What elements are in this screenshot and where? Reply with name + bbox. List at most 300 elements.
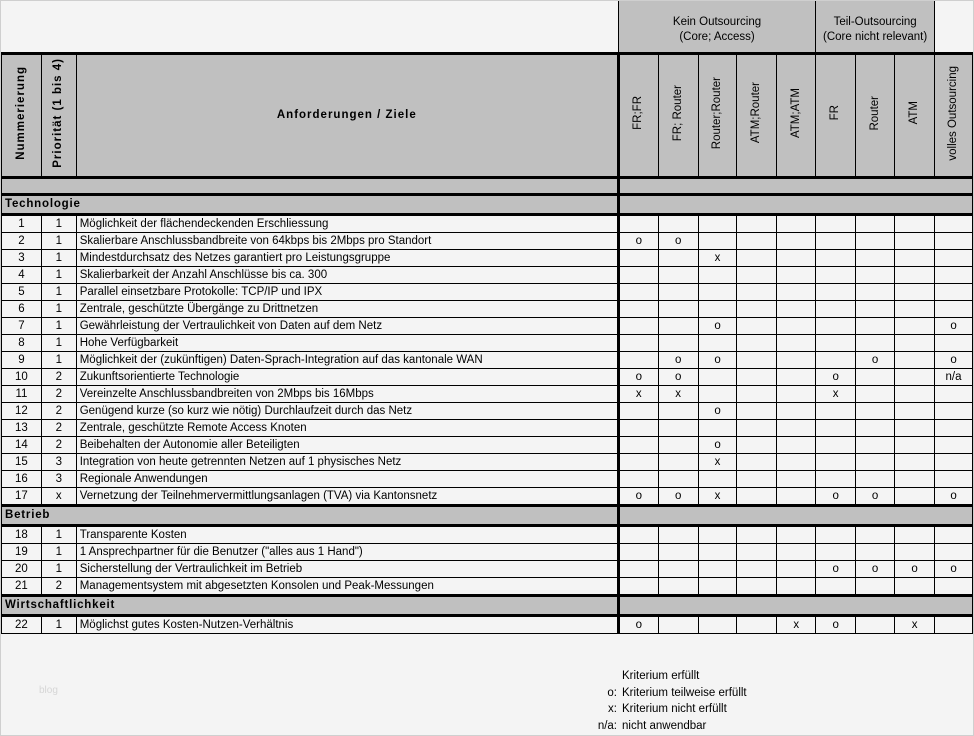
rating-cell: o [618,616,658,634]
rating-cell: o [658,352,698,369]
header-col [816,54,856,178]
table-row [2,437,973,454]
rating-cell [895,250,935,267]
rating-cell [658,250,698,267]
rating-cell: o [658,488,698,506]
rating-cell [658,471,698,488]
rating-cell [777,488,816,506]
rating-cell: o [816,616,856,634]
row-priority: 1 [41,561,76,578]
row-priority: 1 [41,250,76,267]
legend-key: x: [608,703,617,715]
table-row [2,403,973,420]
rating-cell [618,544,658,561]
header-label: Router [868,95,881,131]
rating-cell [816,544,856,561]
row-number: 16 [2,471,42,488]
rating-cell [737,616,777,634]
rating-cell [895,403,935,420]
row-number: 19 [2,544,42,561]
header-label: ATM;ATM [789,87,802,139]
rating-cell [816,335,856,352]
rating-cell [935,250,973,267]
rating-cell [935,454,973,471]
rating-cell [777,335,816,352]
row-priority: 2 [41,420,76,437]
blank-top [2,1,619,54]
rating-cell [658,420,698,437]
table-row [2,369,973,386]
rating-cell [618,352,658,369]
rating-cell [935,544,973,561]
rating-cell [737,386,777,403]
rating-cell [777,215,816,233]
rating-cell [737,488,777,506]
rating-cell [935,526,973,544]
row-requirement: Zukunftsorientierte Technologie [76,369,618,386]
rating-cell: o [935,561,973,578]
row-priority: 1 [41,284,76,301]
table-row [2,233,973,250]
table-row [2,301,973,318]
rating-cell [618,250,658,267]
rating-cell [895,369,935,386]
header-label: Nummerierung [14,66,27,160]
rating-cell: x [816,386,856,403]
rating-cell [856,301,895,318]
row-number: 2 [2,233,42,250]
rating-cell [777,250,816,267]
header-label: ATM [908,101,921,125]
rating-cell: x [777,616,816,634]
rating-cell [935,403,973,420]
rating-cell: x [698,250,737,267]
rating-cell [618,301,658,318]
rating-cell: x [618,386,658,403]
section-filler [618,596,972,616]
rating-cell [777,301,816,318]
table-row [2,544,973,561]
rating-cell [816,233,856,250]
legend-item [561,685,747,702]
rating-cell [618,437,658,454]
rating-cell [658,544,698,561]
rating-cell [856,318,895,335]
rating-cell: o [618,488,658,506]
rating-cell: n/a [935,369,973,386]
rating-cell [935,267,973,284]
row-requirement: Gewährleistung der Vertraulichkeit von Daten auf dem Netz [76,318,618,335]
table-row [2,578,973,596]
header-label: ATM;Router [750,82,763,144]
rating-cell [658,215,698,233]
row-requirement: Genügend kurze (so kurz wie nötig) Durchlaufzeit durch das Netz [76,403,618,420]
legend [561,668,747,734]
section-header [2,195,973,215]
rating-cell: o [698,318,737,335]
rating-cell [777,369,816,386]
rating-cell [698,267,737,284]
rating-cell [777,233,816,250]
rating-cell [856,526,895,544]
row-requirement: Möglichkeit der (zukünftigen) Daten-Sprach-Integration auf das kantonale WAN [76,352,618,369]
row-requirement: Skalierbarkeit der Anzahl Anschlüsse bis ca. 300 [76,267,618,284]
header-col [856,54,895,178]
rating-cell [618,471,658,488]
row-number: 6 [2,301,42,318]
rating-cell [737,471,777,488]
row-priority: 2 [41,386,76,403]
rating-cell [856,267,895,284]
row-number: 10 [2,369,42,386]
section-title: Betrieb [2,506,619,526]
rating-cell [895,488,935,506]
rating-cell [698,335,737,352]
rating-cell [777,386,816,403]
rating-cell [816,403,856,420]
rating-cell [698,420,737,437]
rating-cell [618,403,658,420]
rating-cell [737,403,777,420]
rating-cell: x [658,386,698,403]
rating-cell [737,420,777,437]
row-number: 8 [2,335,42,352]
rating-cell [698,386,737,403]
rating-cell [658,437,698,454]
group-subtitle: (Core nicht relevant) [823,31,928,43]
row-requirement: Vereinzelte Anschlussbandbreiten von 2Mbps bis 16Mbps [76,386,618,403]
row-priority: 2 [41,437,76,454]
rating-cell [816,284,856,301]
rating-cell [895,526,935,544]
rating-cell [658,616,698,634]
row-priority: 1 [41,267,76,284]
rating-cell [698,561,737,578]
rating-cell [856,335,895,352]
rating-cell: o [816,369,856,386]
rating-cell [895,233,935,250]
section-title: Technologie [2,195,619,215]
legend-key: o: [607,686,617,699]
row-priority: 1 [41,215,76,233]
table-row [2,352,973,369]
legend-key [561,668,622,685]
rating-cell: o [618,369,658,386]
row-requirement: Zentrale, geschützte Remote Access Knoten [76,420,618,437]
rating-cell [856,250,895,267]
group-subtitle: (Core; Access) [679,31,755,43]
row-number: 5 [2,284,42,301]
row-requirement: Zentrale, geschützte Übergänge zu Drittnetzen [76,301,618,318]
rating-cell [618,284,658,301]
row-priority: x [41,488,76,506]
rating-cell [895,352,935,369]
rating-cell [618,267,658,284]
rating-cell [777,578,816,596]
rating-cell: o [698,403,737,420]
rating-cell [737,369,777,386]
group-title: Teil-Outsourcing [833,16,917,28]
rating-cell [816,578,856,596]
rating-cell [856,616,895,634]
rating-cell [816,250,856,267]
row-number: 7 [2,318,42,335]
rating-cell [856,544,895,561]
rating-cell [816,267,856,284]
rating-cell [856,578,895,596]
table-row [2,250,973,267]
header-label: FR; Router [671,84,684,142]
rating-cell [618,318,658,335]
group-title: Kein Outsourcing [672,16,762,28]
table-row [2,454,973,471]
row-requirement: 1 Ansprechpartner für die Benutzer ("alles aus 1 Hand") [76,544,618,561]
rating-cell [658,526,698,544]
rating-cell: o [618,233,658,250]
rating-cell [895,318,935,335]
rating-cell [895,578,935,596]
row-number: 12 [2,403,42,420]
row-priority: 1 [41,318,76,335]
rating-cell [737,352,777,369]
table-row [2,616,973,634]
requirements-table [1,1,973,634]
rating-cell [777,267,816,284]
rating-cell [935,215,973,233]
row-requirement: Mindestdurchsatz des Netzes garantiert pro Leistungsgruppe [76,250,618,267]
row-priority: 1 [41,526,76,544]
rating-cell [777,454,816,471]
rating-cell [856,215,895,233]
rating-cell [895,420,935,437]
rating-cell [698,526,737,544]
table-row [2,420,973,437]
rating-cell [737,561,777,578]
table-row [2,488,973,506]
rating-cell: o [816,488,856,506]
rating-cell: o [856,561,895,578]
header-anforderungen [76,54,618,178]
row-number: 21 [2,578,42,596]
rating-cell [737,215,777,233]
legend-item [561,668,747,685]
rating-cell: x [895,616,935,634]
rating-cell [737,544,777,561]
rating-cell [935,335,973,352]
row-number: 15 [2,454,42,471]
header-col [658,54,698,178]
rating-cell [816,454,856,471]
rating-cell [618,561,658,578]
rating-cell [737,233,777,250]
rating-cell [737,526,777,544]
rating-cell [698,578,737,596]
rating-cell [816,420,856,437]
row-requirement: Vernetzung der Teilnehmervermittlungsanlagen (TVA) via Kantonsnetz [76,488,618,506]
header-label: volles Outsourcing [947,65,960,161]
rating-cell [895,386,935,403]
rating-cell: x [698,454,737,471]
row-number: 13 [2,420,42,437]
row-number: 9 [2,352,42,369]
rating-cell: o [816,561,856,578]
rating-cell [935,471,973,488]
row-requirement: Möglichkeit der flächendeckenden Erschliessung [76,215,618,233]
rating-cell [895,454,935,471]
row-number: 17 [2,488,42,506]
rating-cell [658,284,698,301]
rating-cell [737,318,777,335]
row-priority: 2 [41,403,76,420]
legend-text: nicht anwendbar [622,719,707,732]
watermark: blog [39,685,58,696]
rating-cell [737,437,777,454]
row-requirement: Parallel einsetzbare Protokolle: TCP/IP und IPX [76,284,618,301]
row-requirement: Hohe Verfügbarkeit [76,335,618,352]
rating-cell [816,301,856,318]
rating-cell [935,233,973,250]
table-row [2,284,973,301]
rating-cell [698,471,737,488]
row-requirement: Möglichst gutes Kosten-Nutzen-Verhältnis [76,616,618,634]
row-number: 20 [2,561,42,578]
rating-cell [777,561,816,578]
rating-cell: o [856,488,895,506]
group-kein-outsourcing [618,1,815,54]
table-row [2,526,973,544]
rating-cell [737,335,777,352]
rating-cell [816,471,856,488]
rating-cell [935,420,973,437]
row-priority: 1 [41,233,76,250]
row-priority: 1 [41,301,76,318]
row-requirement: Skalierbare Anschlussbandbreite von 64kbps bis 2Mbps pro Standort [76,233,618,250]
rating-cell [856,454,895,471]
header-prioritaet [41,54,76,178]
rating-cell: o [658,369,698,386]
rating-cell [935,284,973,301]
rating-cell [658,403,698,420]
rating-cell [856,369,895,386]
rating-cell: o [935,488,973,506]
rating-cell [698,215,737,233]
row-number: 22 [2,616,42,634]
table-row [2,335,973,352]
row-priority: 2 [41,578,76,596]
header-col [698,54,737,178]
rating-cell [895,471,935,488]
rating-cell [935,437,973,454]
rating-cell [698,544,737,561]
rating-cell [698,284,737,301]
row-requirement: Transparente Kosten [76,526,618,544]
rating-cell [618,454,658,471]
rating-cell [816,318,856,335]
rating-cell [856,437,895,454]
legend-key: n/a: [597,719,617,732]
section-header [2,506,973,526]
legend-item [561,701,747,718]
row-requirement: Sicherstellung der Vertraulichkeit im Betrieb [76,561,618,578]
rating-cell [658,301,698,318]
row-requirement: Integration von heute getrennten Netzen auf 1 physisches Netz [76,454,618,471]
row-number: 14 [2,437,42,454]
legend-text: Kriterium teilweise erfüllt [622,686,747,699]
row-priority: 1 [41,616,76,634]
rating-cell: o [698,352,737,369]
row-requirement: Managementsystem mit abgesetzten Konsolen und Peak-Messungen [76,578,618,596]
row-priority: 1 [41,544,76,561]
rating-cell [658,267,698,284]
rating-cell [935,301,973,318]
rating-cell: o [895,561,935,578]
row-priority: 3 [41,471,76,488]
rating-cell [777,544,816,561]
rating-cell: o [935,352,973,369]
rating-cell [618,526,658,544]
row-requirement: Regionale Anwendungen [76,471,618,488]
blank-row [2,178,619,195]
rating-cell [658,335,698,352]
table-row [2,471,973,488]
table-row [2,318,973,335]
table-row [2,561,973,578]
rating-cell [895,301,935,318]
rating-cell [658,561,698,578]
rating-cell: o [935,318,973,335]
blank-row [618,178,972,195]
rating-cell [777,471,816,488]
legend-item [561,718,747,735]
rating-cell [935,616,973,634]
section-filler [618,506,972,526]
rating-cell [856,284,895,301]
row-number: 11 [2,386,42,403]
header-label: FR [829,105,842,121]
rating-cell [856,386,895,403]
row-requirement: Beibehalten der Autonomie aller Beteiligten [76,437,618,454]
rating-cell [895,215,935,233]
row-number: 18 [2,526,42,544]
row-number: 3 [2,250,42,267]
rating-cell [777,284,816,301]
header-label: Anforderungen / Ziele [276,109,417,121]
rating-cell [618,335,658,352]
rating-cell [816,526,856,544]
rating-cell [816,215,856,233]
rating-cell: o [856,352,895,369]
rating-cell [856,471,895,488]
row-priority: 3 [41,454,76,471]
group-teil-outsourcing [816,1,935,54]
rating-cell [618,420,658,437]
rating-cell [935,386,973,403]
header-col [737,54,777,178]
row-priority: 1 [41,352,76,369]
rating-cell [698,233,737,250]
header-nummerierung [2,54,42,178]
header-col [935,54,973,178]
rating-cell [737,250,777,267]
table-row [2,267,973,284]
rating-cell [856,403,895,420]
table-row [2,386,973,403]
section-title: Wirtschaftlichkeit [2,596,619,616]
legend-text: Kriterium erfüllt [622,670,700,682]
rating-cell [658,578,698,596]
rating-cell [895,267,935,284]
header-label: FR;FR [632,96,645,130]
